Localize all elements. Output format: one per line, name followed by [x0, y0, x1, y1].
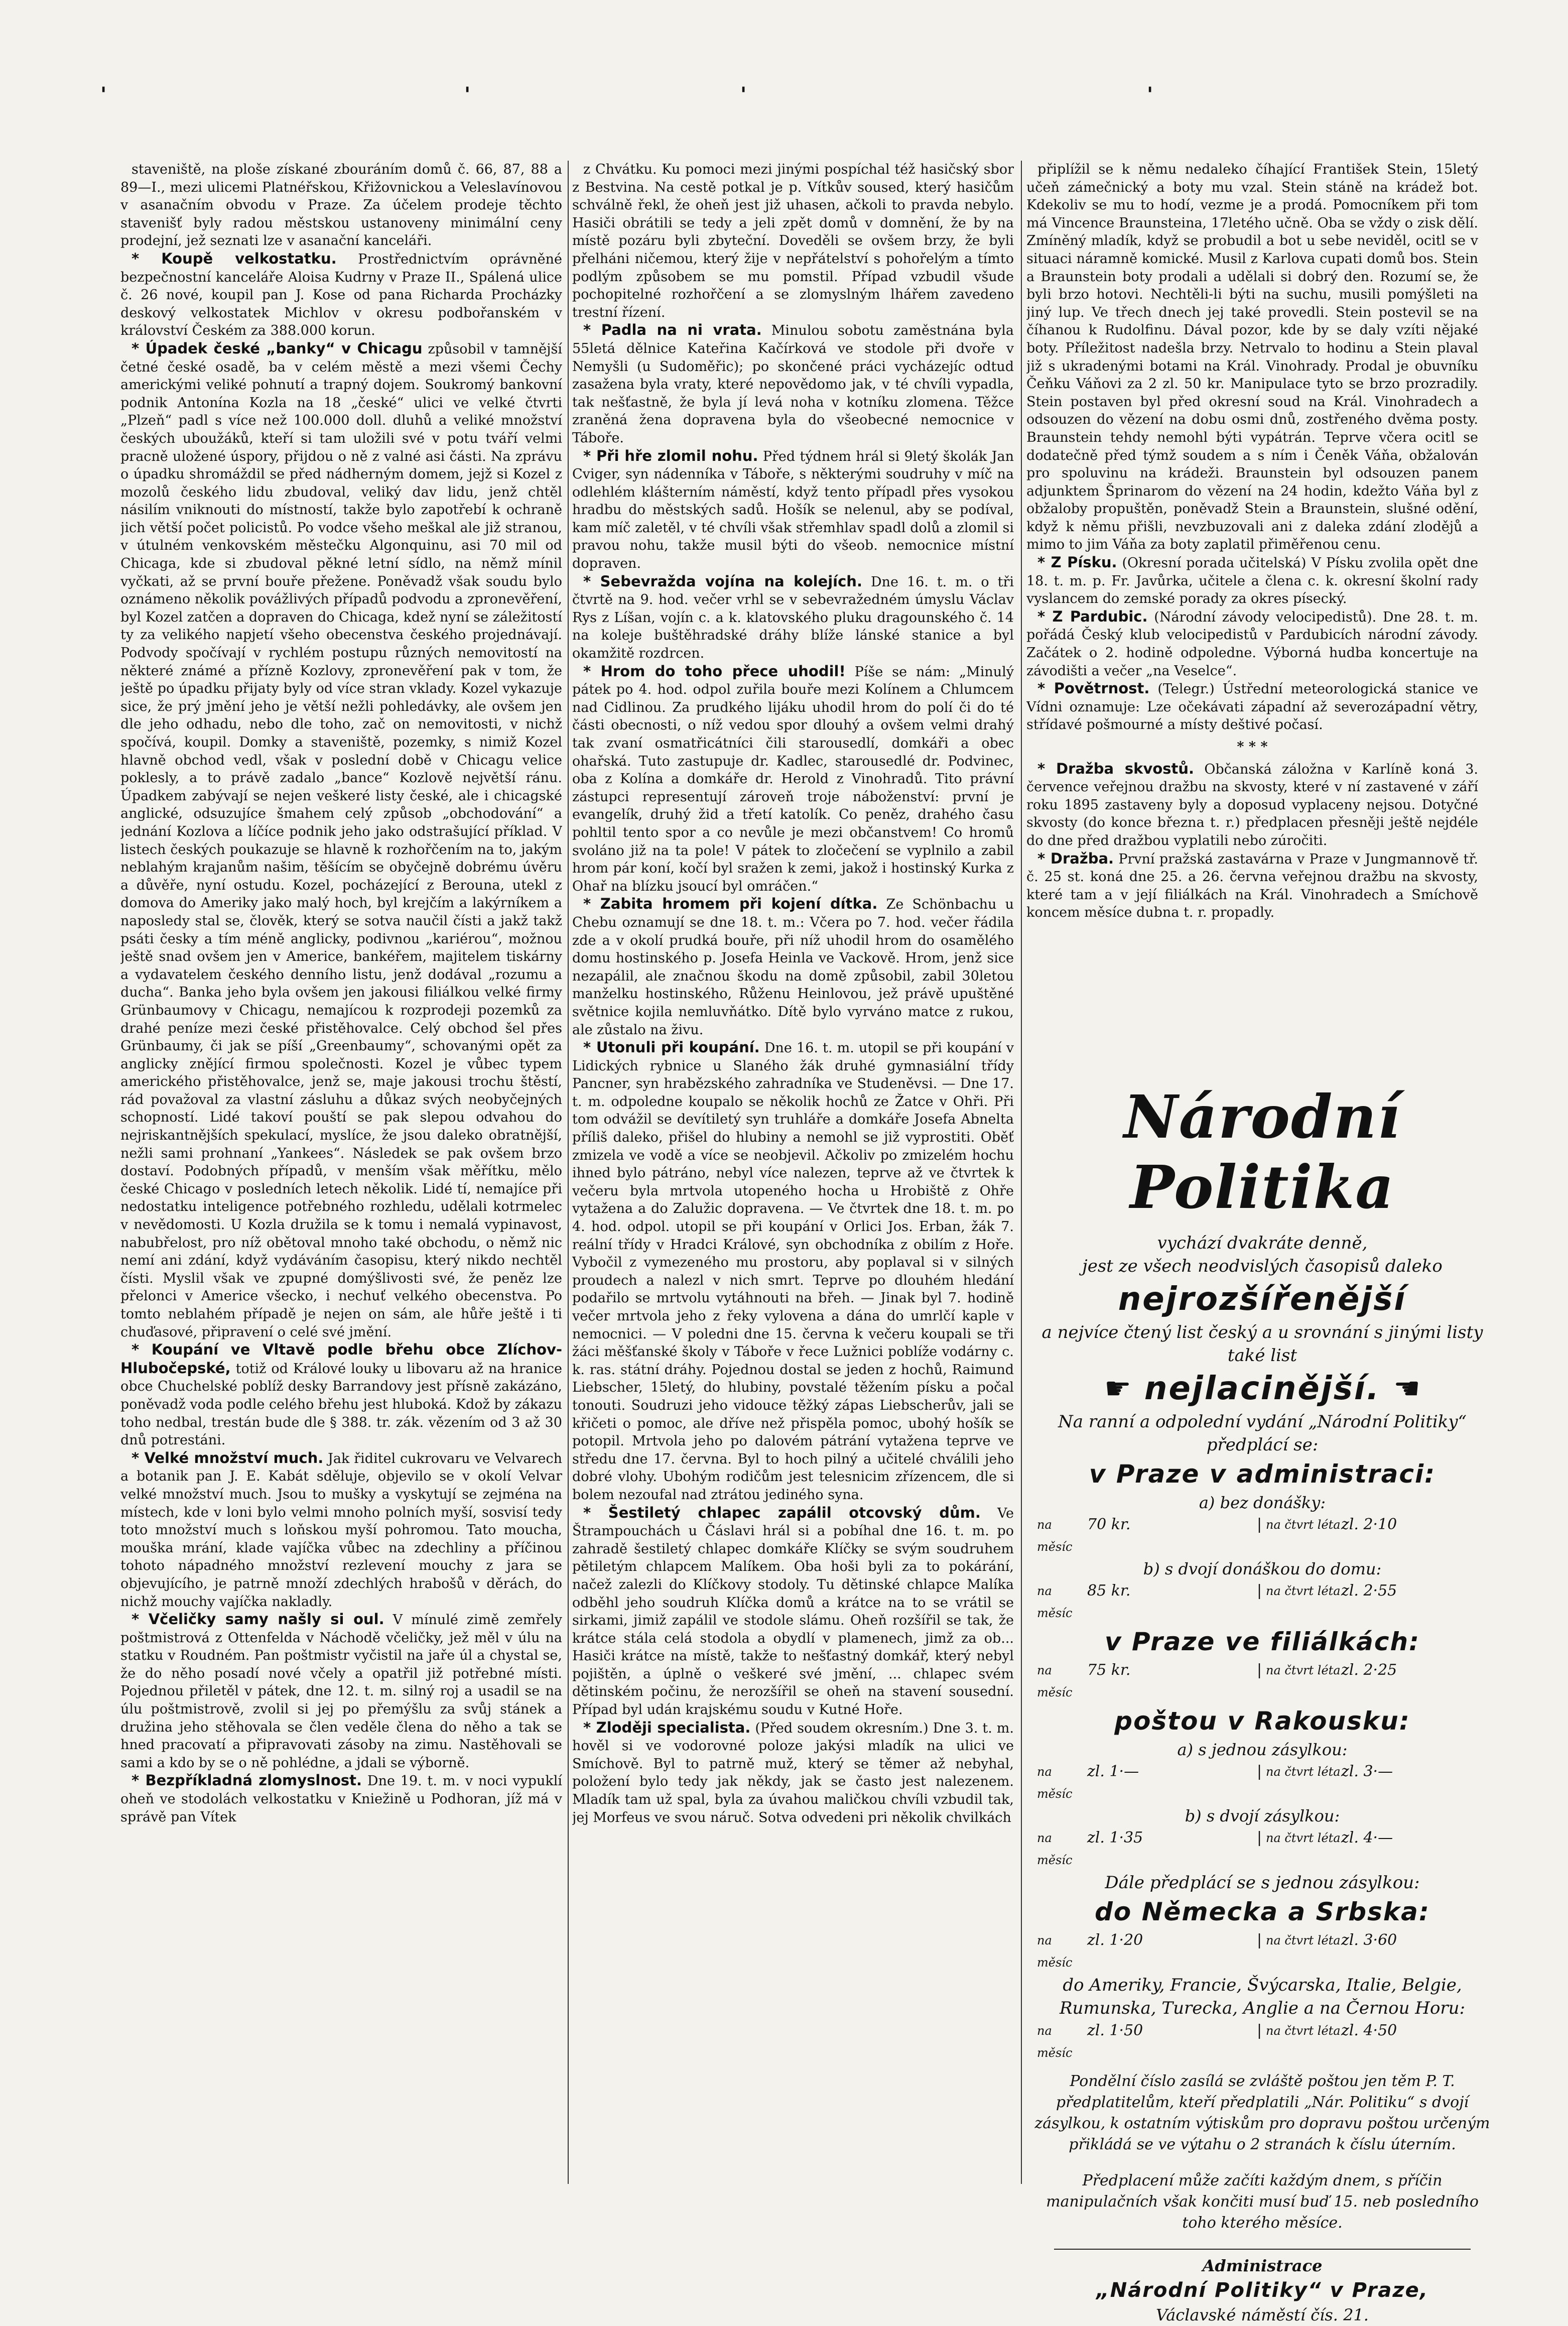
news-body: (Před soudem okresním.) Dne 3. t. m. hověl si ve vodorovné poloze jakýsi mladík na ulici ve Smíchově. Byl to patrně muž, který se těmer až nebyhal, položení bylo tedy jak někdy, jak se často jest nalezenem. Mladík tam už spal, byla za úvahou maličkou chvíli vzbudil tak, jej Morfeus ve svou náruč. Sotva odvedeni pri několik chvilkách [572, 1720, 1014, 1825]
news-body: V mínulé zimě zemřely poštmistrová z Ottenfelda v Náchodě včeličky, jež měl v úlu na statku v Roudném. Pan poštmistr vyčistil na jaře úl a chystal se, že do něho posadí nové včely a opatřil již potřebné místi. Pojednou přiletěl v pátek, dne 12. t. m. silný roj a usadil se na úlu poštmistrově, zvolil si jej po přemýšlu za svůj stánek a družina jeho stěhovala se člen veděle člena do něho a tak se hned pracovatí a připravovati zásoby na zimu. Nastěhovali se sami a kdo by se o ně pohlédne, a jdali se výborně. [120, 1612, 562, 1771]
price-label: na měsíc [1037, 2024, 1073, 2060]
news-headline: * Utonuli při koupání. [583, 1039, 760, 1056]
news-item [120, 340, 562, 1341]
news-item [572, 1719, 1014, 1827]
news-headline: * Koupání ve Vltavě podle břehu obce Zlíchov-Hlubočepské, [120, 1341, 562, 1377]
price-value: zl. 4·— [1341, 1829, 1393, 1847]
news-body: První pražská zastavárna v Praze v Jungmannově tř. č. 25 st. koná dne 25. a 26. června veřejnou dražbu na skvosty, které tam a v její filiálkách na Král. Vinohradech a Smíchově koncem měsíce dubna t. r. propadly. [1026, 851, 1478, 921]
news-item [572, 1039, 1014, 1504]
ad-section-heading: v Praze ve filiálkách: [1104, 1627, 1420, 1656]
news-body: totiž od Králové louky u libovaru až na hranice obce Chuchelské poblíž desky Barrandovy jest přísně zakázáno, poněvadž voda podle celého břehu jest hluboká. Kdož by zákazu toho nedbal, trestán bude dle § 388. tr. zák. vězením od 3 až 30 dnů potrestáni. [120, 1361, 562, 1448]
ad-text: a nejvíce čtený list český a u srovnání s jinými listy také list [1041, 1322, 1483, 1366]
edge-mark: ' [1147, 83, 1153, 106]
news-paragraph: z Chvátku. Ku pomoci mezi jinými pospíchal též hasičský sbor z Bestvina. Na cestě potkal je p. Vítkův soused, který hasičům schválně řekl, že oheň jest již uhasen, ačkoli to pravda nebylo. Hasiči obrátili se tedy a jeli zpět domů v domnění, že by na místě pozáru byli zbyteční. Doveděli se ovšem brzy, že byli přelháni ničemou, který žije v nepřátelství s pohořelým a tímto podlým způsobem se mu pomstil. Případ vzbudil všude pochopitelné rozhořčení a se zlomyslným lhářem zavedeno trestní řízení. [572, 162, 1014, 320]
price-value: zl. 1·20 [1087, 1931, 1143, 1949]
price-label: na měsíc [1037, 1831, 1073, 1867]
edge-mark: ' [740, 83, 747, 106]
price-value: zl. 3·60 [1341, 1931, 1397, 1949]
news-item [572, 895, 1014, 1039]
ad-subheading: b) s dvojí donáškou do domu: [1143, 1559, 1382, 1578]
news-body: Před týdnem hrál si 9letý školák Jan Cviger, syn nádenníka v Táboře, s některými soudruhy v míč na odlehlém klášterním náměstí, když tento případl přes vysokou hradbu do městských sadů. Hošík se nelenul, aby se podíval, kam míč zaletěl, v té chvíli však střemhlav spadl dolů a zlomil si pravou nohu, takže musil býti do všeob. nemocnice místní dopraven. [572, 448, 1014, 572]
news-item [1026, 850, 1478, 922]
ad-text: do Ameriky, Francie, Švýcarska, Italie, Belgie, Rumunska, Turecka, Anglie a na Černou Horu: [1059, 1975, 1466, 2018]
price-label: na čtvrt léta [1266, 2024, 1341, 2038]
price-value: zl. 2·10 [1341, 1516, 1397, 1533]
news-paragraph: připlížil se k němu nedaleko číhající František Stein, 15letý učeň zámečnický a boty mu vzal. Stein stáně na krádež bot. Kdekoliv se mu to hodí, vezme je a prodá. Pomocníkem při tom má Vincence Braunsteina, 17letého učně. Oba se vždy o zisk dělí. Zmíněný mladík, když se probudil a bot u sebe neviděl, ocitl se v situaci náramně komické. Musil z Karlova cupati domů bos. Stein a Braunstein boty prodali a udělali si dobrý den. Rozumí se, že byli brzo hotovi. Nechtěli-li býti na suchu, musili pomýšleti na jiný lup. Ve třech dnech jej také provedli. Stein postevil se na číhanou k Rudolfinu. Dával pozor, kde by se daly vzíti nějaké boty. Příležitost nadešla brzy. Netrvalo to hodinu a Stein plaval již s ukradenými botami na Král. Vinohrady. Prodal je obuvníku Čeňku Váňovi za 2 zl. 50 kr. Manipulace tyto se brzo prozradily. Stein postaven byl před okresní soud na Král. Vinohradech a odsouzen do vězení na dobu osmi dnů, zostřeného dvěma posty. Braunstein tehdy nemohl býti vypátrán. Teprve včera ocitl se dodatečně před týmž soudem a s ním i Čeněk Váňa, obžalován pro spoluvinu na krádeži. Braunstein byl odsouzen panem adjunktem Šprinarom do vězení na 24 hodin, kdežto Váňa byl z obžaloby propuštěn, poněvadž Stein a Braunstein, slušné odění, když k němu přišli, nevzbuzovali ani z daleka zdání zlodějů a mimo to jim Váňa za boty zaplatil přiměřenou cenu. [1026, 162, 1478, 553]
news-body: způsobil v tamnější četné české osadě, ba v celém městě a mezi všemi Čechy americkými veliké pohnutí a trapný dojem. Soukromý bankovní podnik Antonína Kozla na 18 „české“ ulici ve velké čtvrti „Plzeň“ padl s více než 100.000 doll. dluhů a veliké množství českých uboužáků, kteří si tam uložili své v potu tváří velmi pracně uložené úspory, přijdou o ně z valné asi části. Na zprávu o úpadku shromáždil se před nádherným domem, jejž si Kozel z mozolů českého lidu zbudoval, veliký dav lidu, jenž chtěl násilím vniknouti do místností, takže bylo zapotřebí k ochraně jich větší počet policistů. Po vodce všeho meškal ale již stranou, v útulném venkovském městečku Algonquinu, asi 70 mil od Chicaga, kde si zbudoval pěkné letní sídlo, na němž mínil vyčkati, až se první bouře přežene. Poněvadž však soudu bylo oznámeno několik povážlivých případů podvodu a zpronevěření, byl Kozel zatčen a dopraven do Chicaga, kdež nyní se záležitostí ty za velikého napjetí všeho obecenstva českého projednávají. Podvody spočívají v rychlém postupu různých nemovitostí na některé známé a přízně Kozlovy, zpronevěření pak v tom, že ještě po úpadku přijaty byly od více stran vklady. Kozel vykazuje sice, že prý jmění jeho je větší nežli pohledávky, ale ovšem jen dle jeho odhadu, nebo dle toho, zač on nemovitosti, v nichž spočívá, koupil. Domky a staveniště, pozemky, s nimiž Kozel hlavně obchod vedl, však v poslední době v Chicagu velice poklesly, a to právě zadalo „bance“ Kozlově největší ránu. Úpadkem zabývají se nejen veškeré listy české, ale i chicagské anglické, odsuzujíce šmahem celý způsob „obchodování“ a jednání Kozlova a líčíce podnik jeho jako odstrašující příklad. V listech českých poukazuje se hlavně k rozhořčením na to, jakým neblahým krajanům našim, těšícím se obyčejně dobrému úvěru a důvěře, nyní ostudu. Kozel, pocházející z Berouna, utekl z domova do Ameriky jako malý hoch, byl krejčím a lakýrníkem a naposledy stal se, člověk, který se sotva naučil čísti a jakž takž psáti česky a tím méně anglicky, podivnou „kariérou“, možnou ještě snad ovšem jen v Americe, bankéřem, majitelem tiskárny a vydavatelem českého denního listu, jenž dodával „rozumu a ducha“. Banka jeho byla ovšem jen jakousi filiálkou velké firmy Grünbaumovy v Chicagu, nemajícou k rozprodeji pozemků za drahé peníze mezi české přistěhovalce. Celý obchod šel přes Grünbaumy, či jak se píší „Greenbaumy“, schovanými opět za anglicky znějící firmou společnosti. Kozel je vůbec typem amerického přistěhovalce, jenž se, maje jakousi trochu štěstí, rád považoval za vlastní zásluhu a důkaz svých neobyčejných schopností. Lidé takoví pouští se pak slepou odvahou do nejriskantnějších spekulací, myslíce, že jsou daleko obratnější, nežli sami prohnaní „Yankees“. Následek se pak ovšem brzo dostaví. Podobných případů, v menším však měřítku, mělo české Chicago v posledních letech několik. Lidé tí, nemajíce při nedostatku inteligence potřebného rozhledu, udělali kotrmelec v nevědomosti. U Kozla družila se k tomu i nemalá vypinavost, nabubřelost, pro níž obětoval mnoho také obchodu, o němž nic nemí ani zdání, když vydáváním časopisu, který nikdo nechtěl čísti. Myslil však ve zpupné domýšlivosti své, že peněz lze přelonci v Americe všecko, i nechuť velkého obecenstva. Po tomto neblahém případě je nejen on sám, ale hůře ještě i ti chuďasové, připravení o celé své jmění. [120, 341, 562, 1340]
news-headline: * Padla na ni vrata. [583, 321, 762, 339]
ad-section-heading: poštou v Rakousku: [1114, 1706, 1410, 1736]
section-separator: * * * [1237, 739, 1268, 755]
news-headline: * Bezpříkladná zlomyslnost. [132, 1772, 362, 1789]
news-body: Píše se nám: „Minulý pátek po 4. hod. odpol zuřila bouře mezi Kolínem a Chlumcem nad Cidlinou. Za prudkého lijáku uhodil hrom do polí či do té části obecnosti, o níž vedou spor dlouhý a ovšem velmi drahý tak zvaní osmatřicátníci čili starousedlí, domkáři a obec ohařská. Tuto zastupuje dr. Kadlec, starousedlé dr. Podvinec, oba z Kolína a domkáře dr. Herold z Vinohradů. Tito právní zástupci representují zároveň troje náboženství: první je evangelík, druhý žid a třetí katolík. Co peněz, drahého času pohltil tento spor a co nevůle je mezi občanstvem! Co hromů svoláno již na ta pole! V pátek to zločečení se vyplnilo a zabil hrom pár koní, kočí byl sražen k zemi, jakož i hostinský Kurka z Ohař na blízku jsoucí byl omráčen.“ [572, 664, 1014, 894]
news-item [120, 1611, 562, 1772]
pointing-hand-right-icon: ☛ [1104, 1371, 1131, 1406]
price-row: na měsíc zl. 1·35 | na čtvrt léta zl. 4·— [1034, 1827, 1491, 1871]
price-value: zl. 1·50 [1087, 2022, 1143, 2039]
price-label: na měsíc [1037, 1933, 1073, 1970]
ad-cheapest-row [1034, 1367, 1491, 1410]
news-item [120, 250, 562, 340]
news-item [120, 1449, 562, 1611]
ad-section-heading: do Německa a Srbska: [1095, 1897, 1430, 1926]
price-label: na čtvrt léta [1266, 1663, 1341, 1677]
column-3 [1026, 161, 1478, 1069]
news-headline: * Zabita hromem při kojení dítka. [583, 895, 878, 913]
news-body: (Národní závody velocipedistů). Dne 28. t. m. pořádá Český klub velocipedistů v Pardubicích národní závody. Začátek o 2. hodině odpoledne. Výborná hudba koncertuje na závodišti a večer „na Veselce“. [1026, 609, 1478, 679]
news-item [1026, 760, 1478, 850]
price-value: zl. 3·— [1341, 1763, 1393, 1780]
news-body: Ve Štrampouchách u Čáslavi hrál si a pobíhal dne 16. t. m. po zahradě šestiletý chlapec domkáře Klíčky se svým soudruhem pětiletým chlapcem Malíkem. Oba hoši byli za to pokárání, načež zalezli do Klíčkovy stodoly. Tu dětinské chlapce Malíka odběhl jeho soudruh Klíčka domů a krátce na to se vrátil se sirkami, jimiž zapálil ve stodole slámu. Oheň rozšířil se tak, že krátce stála celá stodola a obydlí v plamenech, jimž za ob... Hasiči krátce na místě, takže to nešťastný domkář, který nebyl pojištěn, a úplně o veškeré své jmění, ... chlapec svém dětinském počinu, že nerozšířil se oheň na stavení sousední. Případ byl udán krajskému soudu v Kutné Hoře. [572, 1505, 1014, 1718]
ad-title: Národní Politika [1123, 1082, 1401, 1222]
price-label: na čtvrt léta [1266, 1518, 1341, 1532]
news-headline: * Šestiletý chlapec zapálil otcovský dům. [583, 1504, 981, 1521]
news-item [1026, 554, 1478, 608]
news-headline: * Sebevražda vojína na kolejích. [583, 572, 862, 590]
news-item [572, 447, 1014, 573]
news-item [120, 1772, 562, 1826]
news-headline: * Z Písku. [1037, 554, 1117, 571]
price-label: na čtvrt léta [1266, 1765, 1341, 1779]
price-label: na čtvrt léta [1266, 1584, 1341, 1598]
ad-note: Předplacení může začíti každým dnem, s příčin manipulačních však končiti musí buď 15. neb posledního toho kterého měsíce. [1046, 2172, 1479, 2232]
news-body: Minulou sobotu zaměstnána byla 55letá dělnice Kateřina Kačírková ve stodole při dvoře v Nemyšli (u Sudoměřic); po skončené práci vycházejíc odtud zasažena byla vraty, které nepovědomo jak, v té chvíli vypadla, tak nešťastně, že byla jí levá noha v kotníku zlomena. Těžce zraněná žena dopravena byla do všeobecné nemocnice v Táboře. [572, 323, 1014, 446]
news-body: Prostřednictvím oprávněné bezpečnostní kanceláře Aloisa Kudrny v Praze II., Spálená ulice č. 26 nové, koupil pan J. Kose od pana Richarda Procházky deskový velkostatek Michlov v okresu podbořanském v království Českém za 388.000 korun. [120, 251, 562, 339]
narodni-politika-advertisement [1034, 1072, 1491, 2324]
edge-mark: ' [100, 83, 107, 106]
news-body: Dne 19. t. m. v noci vypuklí oheň ve stodolách velkostatku v Kniežině u Podhoran, jíž má v správě pan Vítek [120, 1773, 562, 1825]
ad-section-heading: v Praze v administraci: [1089, 1459, 1436, 1489]
news-headline: * Při hře zlomil nohu. [583, 447, 758, 464]
ad-subheading: a) s jednou zásylkou: [1177, 1740, 1348, 1759]
news-item [120, 1341, 562, 1449]
news-paragraph: staveniště, na ploše získané zbouráním domů č. 66, 87, 88 a 89—I., mezi ulicemi Platnéřskou, Křižovnickou a Veleslavínovou v asanačním obvodu v Praze. Za účelem prodeje těchto stavenišť byly radou městskou ustanoveny minimální ceny prodejní, jež seznati lze v asanační kanceláři. [120, 162, 562, 249]
price-value: zl. 4·50 [1341, 2022, 1397, 2039]
news-body: Občanská záložna v Karlíně koná 3. července veřejnou dražbu na skvosty, které v ní zastavené v září roku 1895 zastaveny byly a doposud vyplaceny nejsou. Dotyčné skvosty (do konce března t. r.) předplacen přesněji ještě nejdéle do dne před dražbou vyplatili nebo zúročiti. [1026, 761, 1478, 848]
ad-text: vychází dvakráte denně, [1157, 1233, 1368, 1253]
news-headline: * Hrom do toho přece uhodil! [583, 662, 846, 680]
ad-note: Pondělní číslo zasílá se zvláště poštou jen těm P. T. předplatitelům, kteří předplatili „Nár. Politiku“ s dvojí zásylkou, k ostatním výtiskům pro dopravu poštou určeným přikládá se ve výtahu o 2 stranách k číslu úterním. [1034, 2072, 1490, 2153]
price-row: na měsíc 75 kr. | na čtvrt léta zl. 2·25 [1034, 1659, 1491, 1703]
price-value: zl. 2·25 [1341, 1661, 1397, 1679]
news-headline: * Včeličky samy našly si oul. [132, 1611, 384, 1628]
news-item [572, 573, 1014, 663]
news-body: Jak řiditel cukrovaru ve Velvarech a botanik pan J. E. Kabát sděluje, objevilo se v okolí Velvar velké množství much. Jsou to mušky a vyskytují se zejména na místech, kde v loni bylo velmi mnoho polních myší, sosvisí tedy toto množství much s loňskou myší pohromou. Tato moucha, mouška mrání, klade vajíčka vůbec na zdechliny a příčinou tohoto nápadného množství rezlevení mouchy z jara se objevujícího, je patrně množí zdechlých hrabošů v děrách, do nichž mouchy vajíčka nakladly. [120, 1450, 562, 1610]
price-value: 85 kr. [1087, 1582, 1131, 1600]
column-rule [1021, 161, 1022, 2184]
ad-admin-name: „Národní Politiky“ v Praze, [1096, 2279, 1428, 2302]
news-item [1026, 608, 1478, 680]
column-rule [568, 161, 569, 2184]
news-headline: * Zloději specialista. [583, 1719, 751, 1736]
price-label: na čtvrt léta [1266, 1831, 1341, 1845]
news-headline: * Z Pardubic. [1037, 607, 1148, 625]
price-value: zl. 1·— [1087, 1763, 1139, 1780]
column-2 [572, 161, 1014, 2184]
ad-text: Dále předplácí se s jednou zásylkou: [1105, 1873, 1420, 1893]
column-1 [120, 161, 562, 2184]
price-value: zl. 2·55 [1341, 1582, 1397, 1600]
price-label: na čtvrt léta [1266, 1933, 1341, 1947]
page-edge-marks [0, 83, 1568, 113]
price-row: na měsíc zl. 1·50 | na čtvrt léta zl. 4·50 [1034, 2020, 1491, 2064]
news-headline: * Povětrnost. [1037, 680, 1150, 697]
news-headline: * Velké množství much. [132, 1449, 324, 1466]
price-value: 70 kr. [1087, 1516, 1131, 1533]
news-body: Ze Schönbachu u Chebu oznamují se dne 18. t. m.: Včera po 7. hod. večer řádila zde a v okolí prudká bouře, při níž uhodil hrom do osamělého domu hostinského p. Josefa Heinla ve Vackově. Hrom, jenž sice nezapálil, ale značnou škodu na domě způsobil, zabil 30letou manželku hostinského, Růženu Heinlovou, jež právě upuštěné světnice kojila nemluvňátko. Dítě bylo vyrváno matce z rukou, ale zůstalo na živu. [572, 897, 1014, 1038]
news-item [572, 663, 1014, 896]
ad-headline: nejrozšířenější [1118, 1281, 1407, 1318]
news-headline: * Dražba skvostů. [1037, 760, 1195, 777]
ad-headline: nejlacinější. [1144, 1370, 1381, 1407]
news-item [572, 1504, 1014, 1719]
news-body: Dne 16. t. m. o tři čtvrtě na 9. hod. večer vrhl se v sebevražedném úmyslu Václav Rys z Líšan, vojín c. a k. klatovského pluku dragounského č. 14 na koleje buštěhradské dráhy blíže lánské stanice a byl okamžitě rozdrcen. [572, 574, 1014, 662]
price-row: na měsíc zl. 1·— | na čtvrt léta zl. 3·— [1034, 1761, 1491, 1805]
pointing-hand-left-icon: ☚ [1393, 1371, 1420, 1406]
ad-admin: Administrace [1202, 2256, 1323, 2275]
price-label: na měsíc [1037, 1765, 1073, 1801]
price-value: zl. 1·35 [1087, 1829, 1143, 1847]
news-body: Dne 16. t. m. utopil se při koupání v Lidických rybnice u Slaného žák druhé gymnasiální třídy Pancner, syn hrabězského zahradníka ve Studeněvsi. — Dne 17. t. m. odpoledne koupalo se několik hochů ze Žatce v Ohři. Při tom odvážil se devítiletý syn truhláře a domkáře Josefa Abnelta příliš daleko, přišel do hlubiny a nemohl se již vyprostiti. Oběť zmizela ve vodě a více se neobjevil. Ačkoliv po zmizelém hochu ihned bylo pátráno, nebyl více nalezen, teprve až ve čtvrtek k večeru byla mrtvola utopeného hocha u Hrobiště z Ohře vytažena a do Zalužic dopravena. — Ve čtvrtek dne 18. t. m. po 4. hod. odpol. utopil se při koupání v Orlici Jos. Erban, žák 7. reální třídy v Hradci Králové, syn obchodníka z obilím z Hoře. Vybočil z vymezeného mu prostoru, aby poplaval si v silných proudech a nalezl v nich smrt. Teprve po dlouhém hledání podařilo se mrtvolu vytáhnouti na břeh. — Jinak byl 7. hodině večer mrtvola jeho z řeky vylovena a dána do umrlčí kaple v nemocnici. — V poledni dne 15. června k večeru koupali se tři žáci měšťanské školy v Táboře v řece Lužnici poblíže vodárny c. k. ras. státní dráhy. Pojednou dostal se jeden z hochů, Raimund Liebscher, 15letý, do hlubiny, povstalé těžením písku a počal tonouti. Soudruzi jeho vidouce těžký zápas Liebscherův, jali se křičeti o pomoc, ale dříve než přispěla pomoc, ubohý hošík se potopil. Mrtvola jeho po dalovém pátrání vytažena teprve ve středu dne 17. června. Byl to hoch pilný a učitelé chválili jeho dobré vlohy. Ubohým rodičům jest telesnicim zřízencem, dle si bolem nezoufal nad ztrátou jediného syna. [572, 1040, 1014, 1503]
news-item [572, 321, 1014, 447]
price-row: na měsíc 70 kr. | na čtvrt léta zl. 2·10 [1034, 1514, 1491, 1558]
ad-divider [1054, 2249, 1471, 2250]
news-headline: * Úpadek české „banky“ v Chicagu [132, 339, 423, 357]
news-body: (Okresní porada učitelská) V Písku zvolila opět dne 18. t. m. p. Fr. Javůrka, učitele a člena c. k. okresní školní rady vyslancem do zemské porady za okres písecký. [1026, 555, 1478, 607]
ad-text: Na ranní a odpolední vydání „Národní Politiky“ předplácí se: [1058, 1412, 1467, 1455]
ad-subheading: b) s dvojí zásylkou: [1185, 1806, 1340, 1825]
price-label: na měsíc [1037, 1584, 1073, 1620]
news-headline: * Koupě velkostatku. [132, 250, 337, 267]
ad-text: jest ze všech neodvislých časopisů daleko [1082, 1256, 1443, 1276]
edge-mark: ' [464, 83, 471, 106]
news-body: (Telegr.) Ústřední meteorologická stanice ve Vídni oznamuje: Lze očekávati západní až severozápadní větry, střídavé pošmourné a místy deštivé počasí. [1026, 681, 1478, 733]
price-label: na měsíc [1037, 1518, 1073, 1554]
price-row: na měsíc 85 kr. | na čtvrt léta zl. 2·55 [1034, 1580, 1491, 1624]
price-label: na měsíc [1037, 1663, 1073, 1699]
ad-subheading: a) bez donášky: [1199, 1493, 1326, 1512]
news-headline: * Dražba. [1037, 849, 1114, 867]
price-row: na měsíc zl. 1·20 | na čtvrt léta zl. 3·60 [1034, 1929, 1491, 1974]
ad-admin-address: Václavské náměstí čís. 21. [1156, 2305, 1369, 2324]
news-item [1026, 680, 1478, 734]
price-value: 75 kr. [1087, 1661, 1131, 1679]
